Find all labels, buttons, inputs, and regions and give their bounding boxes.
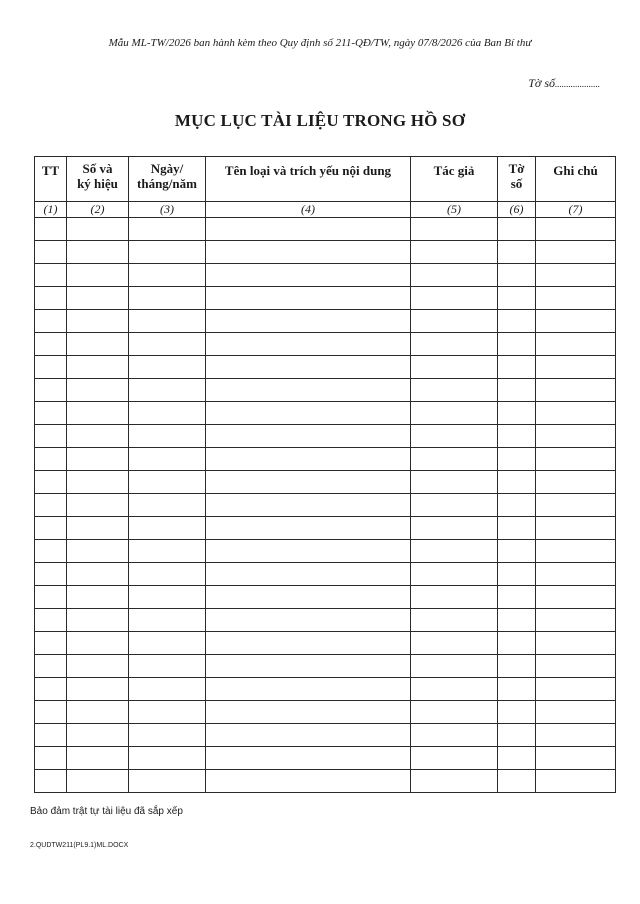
table-cell (35, 701, 67, 724)
table-cell (411, 356, 498, 379)
table-cell (498, 770, 536, 793)
table-cell (411, 586, 498, 609)
table-cell (536, 517, 616, 540)
table-cell (129, 494, 206, 517)
table-row (35, 678, 616, 701)
table-cell (129, 379, 206, 402)
table-cell (67, 218, 129, 241)
table-cell (536, 333, 616, 356)
table-cell (206, 586, 411, 609)
table-row (35, 747, 616, 770)
table-cell (498, 609, 536, 632)
table-cell (411, 241, 498, 264)
table-row (35, 540, 616, 563)
table-cell (206, 724, 411, 747)
column-header-to-so: Tờ số (498, 157, 536, 202)
column-number: (4) (206, 202, 411, 218)
table-row (35, 218, 616, 241)
table-cell (411, 402, 498, 425)
sheet-number-dots: .................... (555, 79, 600, 89)
table-cell (129, 264, 206, 287)
table-cell (129, 310, 206, 333)
sheet-number-line (528, 76, 600, 91)
table-cell (35, 356, 67, 379)
table-cell (411, 747, 498, 770)
table-cell (129, 655, 206, 678)
table-cell (67, 448, 129, 471)
table-cell (129, 678, 206, 701)
table-cell (35, 724, 67, 747)
table-cell (206, 563, 411, 586)
table-cell (35, 333, 67, 356)
table-cell (498, 218, 536, 241)
table-cell (67, 517, 129, 540)
table-cell (411, 264, 498, 287)
table-cell (206, 287, 411, 310)
table-cell (206, 264, 411, 287)
table-cell (129, 333, 206, 356)
sheet-number-label: Tờ số (528, 76, 555, 90)
table-cell (498, 356, 536, 379)
table-cell (129, 425, 206, 448)
table-cell (536, 701, 616, 724)
table-row (35, 609, 616, 632)
table-body (35, 218, 616, 793)
table-cell (35, 655, 67, 678)
table-cell (206, 241, 411, 264)
table-cell (536, 655, 616, 678)
table-cell (67, 264, 129, 287)
table-cell (129, 448, 206, 471)
table-cell (67, 655, 129, 678)
table-cell (411, 517, 498, 540)
table-cell (35, 540, 67, 563)
table-cell (129, 356, 206, 379)
table-cell (206, 701, 411, 724)
table-cell (411, 310, 498, 333)
table-cell (129, 218, 206, 241)
table-row (35, 632, 616, 655)
table-row (35, 402, 616, 425)
table-cell (67, 563, 129, 586)
table-cell (536, 471, 616, 494)
table-cell (498, 448, 536, 471)
table-cell (411, 724, 498, 747)
table-cell (129, 241, 206, 264)
table-row (35, 310, 616, 333)
document-title: MỤC LỤC TÀI LIỆU TRONG HỒ SƠ (174, 111, 466, 130)
table-cell (35, 517, 67, 540)
form-header-note: Mẫu ML-TW/2026 ban hành kèm theo Quy định số 211-QĐ/TW, ngày 07/8/2026 của Ban Bí thư (108, 37, 532, 49)
table-cell (67, 609, 129, 632)
table-cell (206, 609, 411, 632)
table-cell (206, 655, 411, 678)
table-cell (129, 471, 206, 494)
table-row (35, 241, 616, 264)
table-cell (498, 379, 536, 402)
table-cell (67, 333, 129, 356)
table-header-row (35, 157, 616, 202)
table-cell (67, 540, 129, 563)
table-cell (67, 471, 129, 494)
table-row (35, 379, 616, 402)
table-cell (129, 747, 206, 770)
table-cell (67, 747, 129, 770)
table-cell (498, 287, 536, 310)
table-cell (67, 310, 129, 333)
column-number: (1) (35, 202, 67, 218)
table-cell (35, 586, 67, 609)
column-header-ngay-thang-nam: Ngày/ tháng/năm (129, 157, 206, 202)
table-cell (536, 770, 616, 793)
column-header-ghi-chu: Ghi chú (536, 157, 616, 202)
table-cell (536, 678, 616, 701)
column-number: (6) (498, 202, 536, 218)
table-cell (498, 310, 536, 333)
column-header-tt: TT (35, 157, 67, 202)
table-cell (67, 632, 129, 655)
table-cell (498, 655, 536, 678)
column-number: (3) (129, 202, 206, 218)
table-cell (206, 747, 411, 770)
table-cell (411, 218, 498, 241)
table-cell (498, 241, 536, 264)
table-cell (536, 379, 616, 402)
table-row (35, 655, 616, 678)
table-cell (129, 287, 206, 310)
column-header-tac-gia: Tác giả (411, 157, 498, 202)
table-cell (35, 563, 67, 586)
table-cell (411, 448, 498, 471)
table-row (35, 264, 616, 287)
table-row (35, 770, 616, 793)
column-header-so-ky-hieu: Số và ký hiệu (67, 157, 129, 202)
table-row (35, 425, 616, 448)
table-cell (498, 724, 536, 747)
table-cell (206, 333, 411, 356)
table-cell (129, 517, 206, 540)
table-cell (498, 632, 536, 655)
table-cell (206, 678, 411, 701)
table-cell (411, 655, 498, 678)
table-cell (67, 356, 129, 379)
table-row (35, 287, 616, 310)
table-cell (498, 563, 536, 586)
table-cell (536, 264, 616, 287)
table-cell (129, 701, 206, 724)
column-number: (7) (536, 202, 616, 218)
table-cell (129, 632, 206, 655)
table-cell (498, 402, 536, 425)
table-cell (35, 678, 67, 701)
table-cell (35, 770, 67, 793)
table-cell (35, 471, 67, 494)
table-cell (67, 678, 129, 701)
table-cell (411, 379, 498, 402)
table-cell (67, 379, 129, 402)
table-cell (67, 402, 129, 425)
table-cell (129, 586, 206, 609)
table-cell (536, 310, 616, 333)
table-cell (411, 287, 498, 310)
table-row (35, 586, 616, 609)
table-cell (411, 609, 498, 632)
table-cell (498, 747, 536, 770)
column-number-row (35, 202, 616, 218)
table-cell (536, 632, 616, 655)
table-cell (206, 770, 411, 793)
table-cell (129, 563, 206, 586)
table-row (35, 563, 616, 586)
table-cell (536, 609, 616, 632)
table-cell (35, 448, 67, 471)
table-cell (411, 333, 498, 356)
table-row (35, 448, 616, 471)
table-cell (35, 218, 67, 241)
file-code: 2.QUDTW211(PL9.1)ML.DOCX (30, 842, 129, 849)
table-cell (498, 586, 536, 609)
table-cell (35, 494, 67, 517)
table-cell (498, 471, 536, 494)
table-row (35, 724, 616, 747)
table-cell (129, 609, 206, 632)
table-cell (411, 678, 498, 701)
table-cell (67, 287, 129, 310)
table-cell (411, 563, 498, 586)
table-cell (206, 540, 411, 563)
table-cell (35, 402, 67, 425)
table-cell (67, 494, 129, 517)
table-cell (35, 287, 67, 310)
column-number: (2) (67, 202, 129, 218)
table-cell (411, 425, 498, 448)
table-cell (67, 724, 129, 747)
table-row (35, 517, 616, 540)
table-cell (536, 724, 616, 747)
table-cell (536, 586, 616, 609)
table-cell (67, 586, 129, 609)
table-cell (498, 333, 536, 356)
table-cell (206, 356, 411, 379)
footer-note: Bảo đảm trật tự tài liệu đã sắp xếp (30, 806, 183, 817)
table-cell (206, 425, 411, 448)
table-cell (498, 264, 536, 287)
table-cell (536, 241, 616, 264)
table-cell (67, 701, 129, 724)
table-cell (35, 425, 67, 448)
table-cell (35, 747, 67, 770)
table-cell (206, 218, 411, 241)
table-cell (411, 471, 498, 494)
table-cell (206, 494, 411, 517)
table-cell (498, 701, 536, 724)
table-cell (35, 379, 67, 402)
table-cell (129, 770, 206, 793)
table-cell (206, 310, 411, 333)
table-cell (536, 425, 616, 448)
table-cell (35, 310, 67, 333)
table-row (35, 356, 616, 379)
table-cell (536, 540, 616, 563)
table-row (35, 333, 616, 356)
table-cell (536, 402, 616, 425)
table-cell (129, 540, 206, 563)
table-cell (206, 632, 411, 655)
table-cell (536, 287, 616, 310)
table-cell (498, 678, 536, 701)
table-cell (129, 402, 206, 425)
table-cell (35, 609, 67, 632)
table-cell (536, 747, 616, 770)
table-cell (498, 517, 536, 540)
table-row (35, 494, 616, 517)
table-cell (206, 402, 411, 425)
table-cell (411, 540, 498, 563)
table-cell (67, 241, 129, 264)
table-cell (67, 770, 129, 793)
table-row (35, 471, 616, 494)
table-cell (411, 770, 498, 793)
table-row (35, 701, 616, 724)
column-number: (5) (411, 202, 498, 218)
table-cell (498, 540, 536, 563)
table-cell (35, 264, 67, 287)
table-cell (411, 632, 498, 655)
table-cell (129, 724, 206, 747)
document-index-table (34, 156, 616, 793)
table-cell (536, 448, 616, 471)
table-cell (411, 494, 498, 517)
table-cell (498, 494, 536, 517)
table-cell (35, 241, 67, 264)
table-cell (206, 471, 411, 494)
table-cell (206, 517, 411, 540)
table-cell (206, 379, 411, 402)
table-cell (35, 632, 67, 655)
table-cell (536, 563, 616, 586)
column-header-ten-loai: Tên loại và trích yếu nội dung (206, 157, 411, 202)
table-cell (411, 701, 498, 724)
table-cell (498, 425, 536, 448)
table-cell (536, 356, 616, 379)
table-cell (206, 448, 411, 471)
table-cell (536, 494, 616, 517)
table-cell (67, 425, 129, 448)
table-cell (536, 218, 616, 241)
